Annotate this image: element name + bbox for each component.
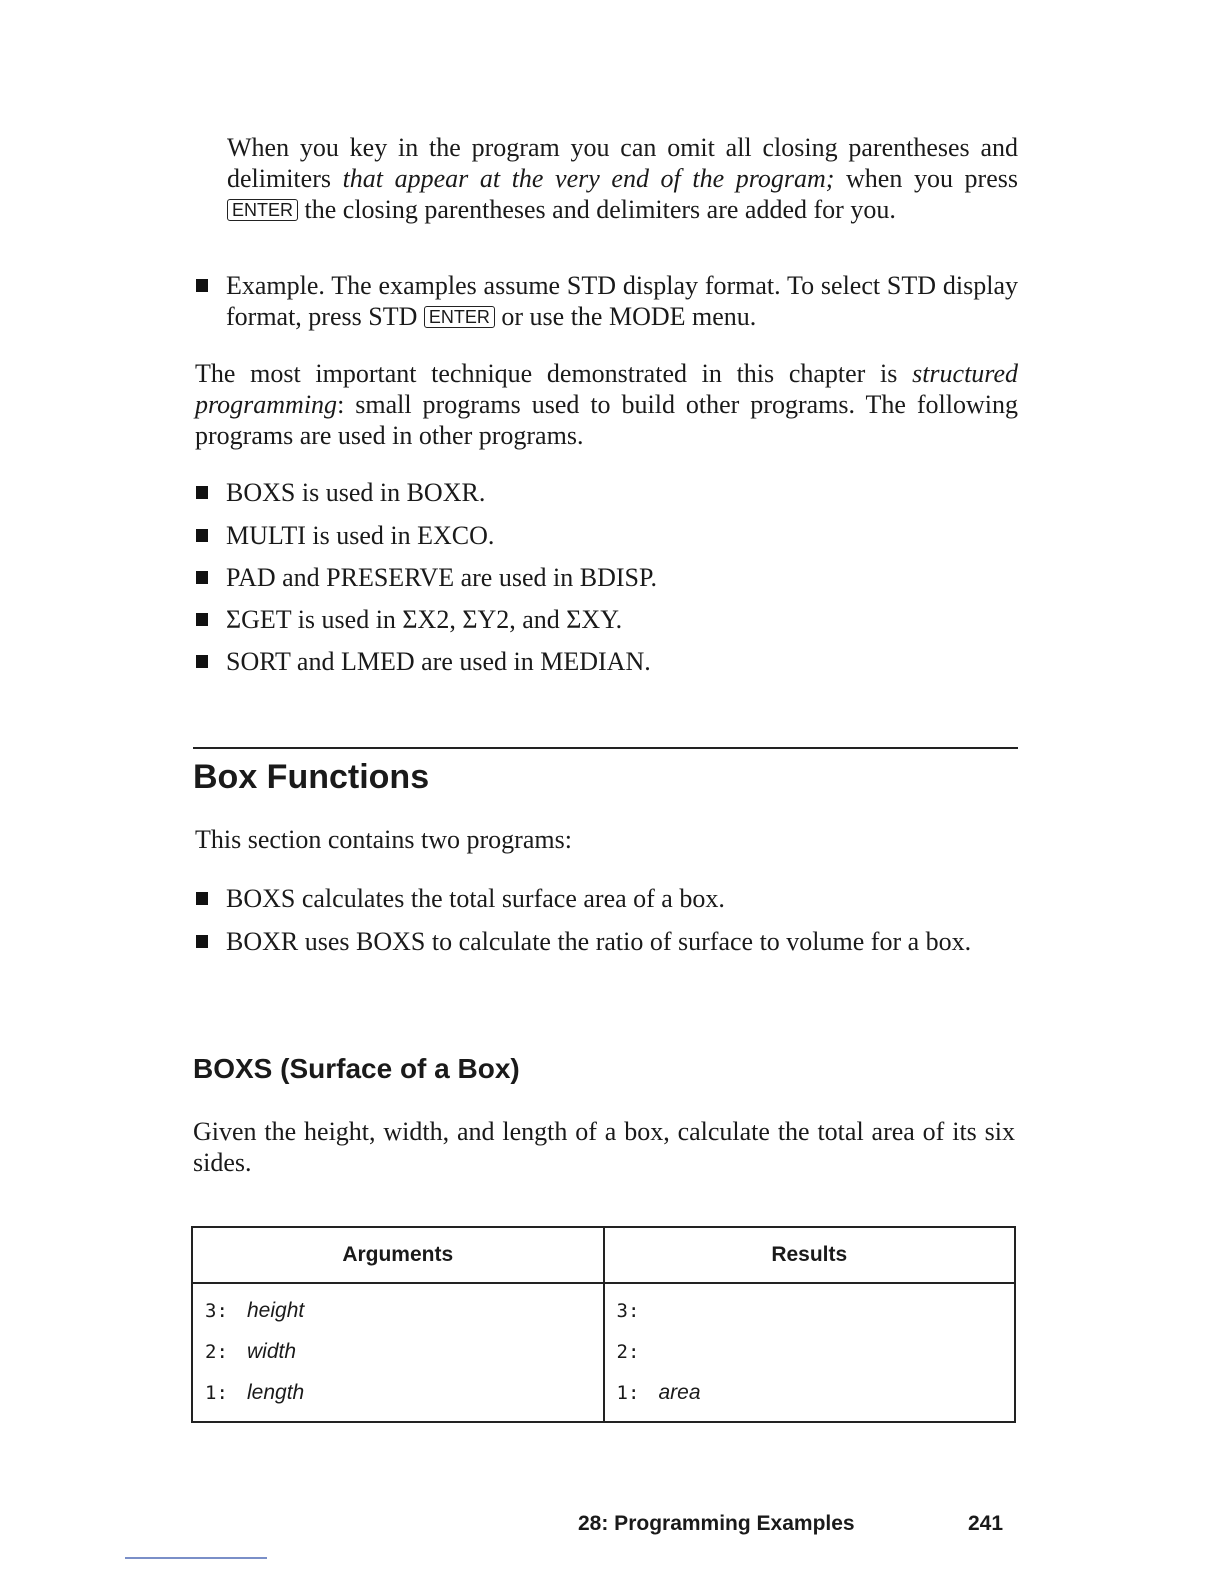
- stack-value: width: [247, 1340, 297, 1363]
- text: Example. The examples assume STD display format. To select STD display format, press STD: [226, 271, 1018, 331]
- stack-level: 1:: [616, 1382, 640, 1404]
- bullet-icon: [196, 892, 208, 905]
- enter-key: ENTER: [424, 306, 495, 328]
- stack-row: [617, 1290, 1005, 1331]
- arguments-header: Arguments: [192, 1227, 604, 1283]
- text: : small programs used to build other programs. The following programs are used in other programs.: [195, 390, 1018, 450]
- stack-level: 2:: [616, 1341, 640, 1363]
- bullet-icon: [196, 655, 208, 668]
- stack-level: 3:: [205, 1300, 228, 1322]
- list-item-text: BOXR uses BOXS to calculate the ratio of surface to volume for a box.: [226, 927, 972, 956]
- intro-paragraph: [227, 132, 1018, 225]
- bullet-icon: [196, 935, 208, 948]
- text: when you press: [834, 164, 1018, 193]
- bullet-icon: [196, 279, 208, 292]
- bullet-icon: [196, 529, 208, 542]
- stack-row: [205, 1290, 593, 1331]
- bullet-icon: [196, 486, 208, 499]
- list-item-text: BOXS is used in BOXR.: [226, 478, 486, 507]
- stack-level: 3:: [616, 1300, 640, 1322]
- list-item-text: SORT and LMED are used in MEDIAN.: [226, 647, 651, 676]
- stack-row: [205, 1331, 593, 1372]
- list-item-text: BOXS calculates the total surface area of a box.: [226, 884, 725, 913]
- stack-table: [191, 1226, 1016, 1423]
- scan-edge-line: [125, 1557, 267, 1559]
- bullet-icon: [196, 613, 208, 626]
- section-divider: [193, 747, 1018, 749]
- bullet-icon: [196, 571, 208, 584]
- list-item: [196, 646, 1018, 677]
- subsection-text: Given the height, width, and length of a box, calculate the total area of its six sides.: [193, 1117, 1015, 1177]
- emphasis: structured programming: [195, 359, 1018, 419]
- stack-level: 1:: [205, 1382, 228, 1404]
- text: the closing parentheses and delimiters are added for you.: [298, 195, 896, 224]
- section-title: Box Functions: [193, 758, 430, 796]
- arguments-cell: [192, 1283, 604, 1422]
- stack-value: length: [247, 1381, 305, 1404]
- stack-value: area: [658, 1381, 701, 1404]
- list-item: [196, 477, 1018, 508]
- enter-key: ENTER: [227, 199, 298, 221]
- list-item-text: MULTI is used in EXCO.: [226, 521, 495, 550]
- results-header: Results: [604, 1227, 1016, 1283]
- structured-paragraph: [195, 358, 1018, 451]
- list-item: [196, 926, 1018, 957]
- text: When you key in the program you can omit all closing parentheses and delimiters: [227, 133, 1018, 193]
- stack-row: [617, 1331, 1005, 1372]
- results-cell: [604, 1283, 1016, 1422]
- text: The most important technique demonstrated in this chapter is: [195, 359, 913, 388]
- list-item: [196, 520, 1018, 551]
- list-item-text: PAD and PRESERVE are used in BDISP.: [226, 563, 658, 592]
- page-number: 241: [968, 1512, 1004, 1535]
- stack-row: [205, 1372, 593, 1413]
- list-item: [196, 604, 1018, 635]
- emphasis: that appear at the very end of the program;: [342, 164, 835, 193]
- section-intro: This section contains two programs:: [195, 825, 572, 854]
- list-item-text: ΣGET is used in ΣX2, ΣY2, and ΣXY.: [226, 605, 623, 634]
- list-item: [196, 562, 1018, 593]
- stack-value: height: [247, 1299, 305, 1322]
- text: or use the MODE menu.: [494, 302, 757, 331]
- footer-chapter: 28: Programming Examples: [578, 1512, 855, 1535]
- example-bullet: [196, 270, 1018, 332]
- subsection-title: BOXS (Surface of a Box): [193, 1053, 520, 1084]
- stack-row: [617, 1372, 1005, 1413]
- stack-level: 2:: [205, 1341, 228, 1363]
- list-item: [196, 883, 1018, 914]
